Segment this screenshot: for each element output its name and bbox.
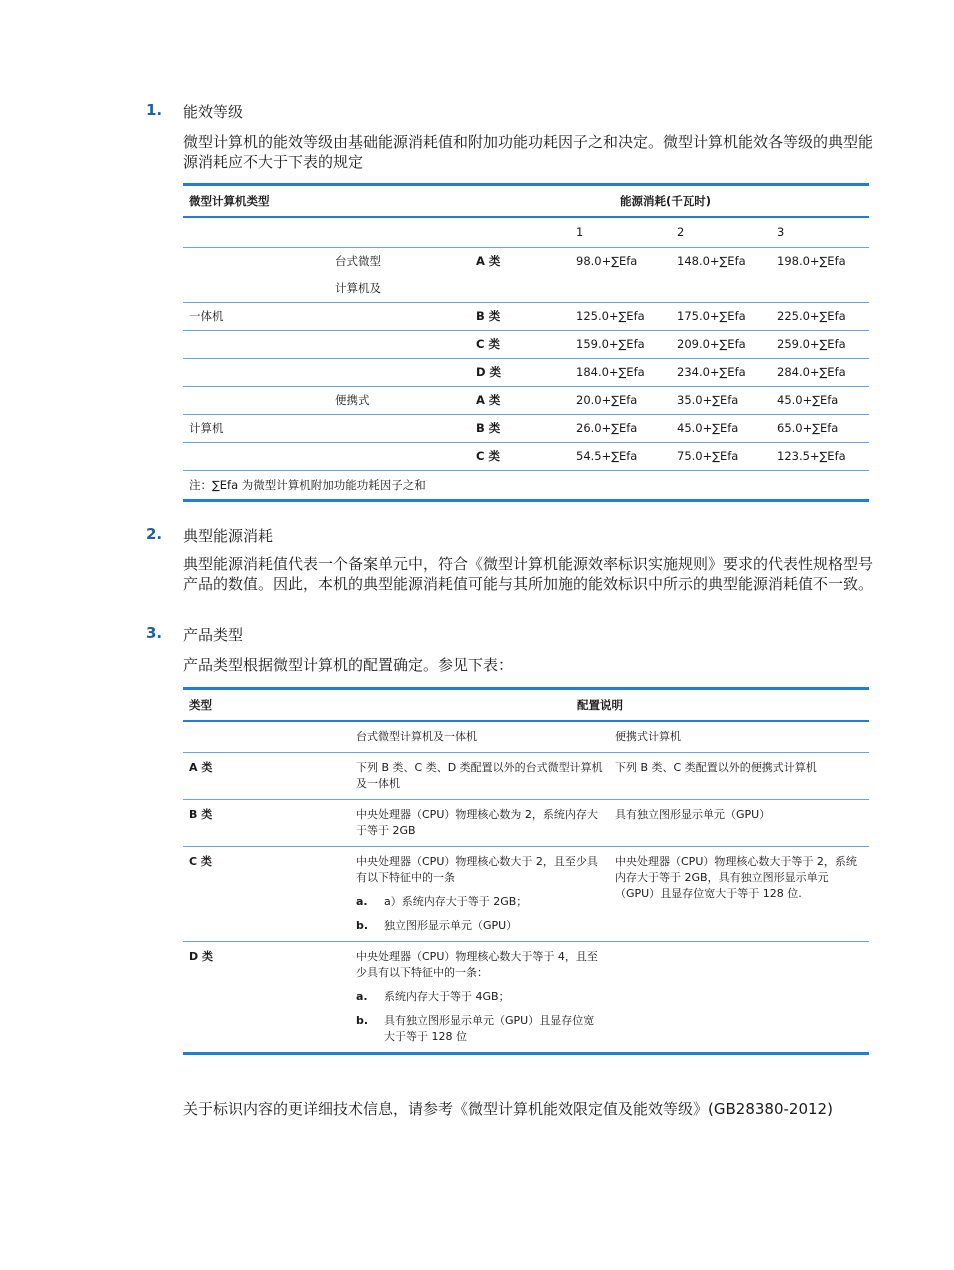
- class-cell: A 类: [183, 753, 350, 800]
- table-row: [183, 942, 869, 1054]
- header-energy: 能源消耗(千瓦时): [570, 185, 869, 218]
- value-cell: 65.0+∑Efa: [771, 415, 869, 443]
- value-cell: 234.0+∑Efa: [671, 359, 771, 387]
- class-cell: B 类: [183, 800, 350, 847]
- value-cell: 159.0+∑Efa: [570, 331, 671, 359]
- group-desktop-line1: 台式微型: [335, 254, 381, 268]
- header-computer-type: 微型计算机类型: [183, 185, 570, 218]
- config-portable: 具有独立图形显示单元（GPU）: [609, 800, 869, 847]
- table-note: 注：∑Efa 为微型计算机附加功能功耗因子之和: [183, 471, 869, 501]
- value-cell: 125.0+∑Efa: [570, 303, 671, 331]
- class-cell: C 类: [470, 443, 570, 471]
- table-row: [183, 359, 869, 387]
- section-number: 1.: [146, 101, 163, 119]
- value-cell: 284.0+∑Efa: [771, 359, 869, 387]
- config-desktop: 下列 B 类、C 类、D 类配置以外的台式微型计算机及一体机: [350, 753, 609, 800]
- table-row: [183, 248, 869, 303]
- value-cell: 98.0+∑Efa: [570, 248, 671, 303]
- table-row: [183, 387, 869, 415]
- group-portable-line1: 便携式: [327, 387, 470, 415]
- list-label: a.: [356, 895, 368, 908]
- group-desktop-line3: 一体机: [183, 303, 327, 331]
- list-label: b.: [356, 1014, 369, 1027]
- table-row: [183, 753, 869, 800]
- section-number: 3.: [146, 624, 163, 642]
- class-cell: B 类: [470, 303, 570, 331]
- table-row: [183, 800, 869, 847]
- list-label: b.: [356, 919, 369, 932]
- value-cell: 209.0+∑Efa: [671, 331, 771, 359]
- list-label: a.: [356, 990, 368, 1003]
- table-row: [183, 331, 869, 359]
- config-desktop: 中央处理器（CPU）物理核心数为 2，系统内存大于等于 2GB: [350, 800, 609, 847]
- config-portable: 下列 B 类、C 类配置以外的便携式计算机: [609, 753, 869, 800]
- list-text: a）系统内存大于等于 2GB；: [384, 895, 528, 908]
- value-cell: 175.0+∑Efa: [671, 303, 771, 331]
- class-cell: C 类: [470, 331, 570, 359]
- class-cell: A 类: [470, 387, 570, 415]
- subheader-desktop: 台式微型计算机及一体机: [356, 730, 477, 743]
- table-row: [183, 443, 869, 471]
- value-cell: 225.0+∑Efa: [771, 303, 869, 331]
- subheader-portable: 便携式计算机: [615, 730, 681, 743]
- list-item: [356, 918, 603, 934]
- group-portable-line2: 计算机: [183, 415, 327, 443]
- grade-3: 3: [777, 225, 785, 239]
- value-cell: 35.0+∑Efa: [671, 387, 771, 415]
- value-cell: 184.0+∑Efa: [570, 359, 671, 387]
- paragraph-energy-grade: 微型计算机的能效等级由基础能源消耗值和附加功能功耗因子之和决定。微型计算机能效各等级的典型能源消耗应不大于下表的规定: [183, 133, 874, 171]
- grade-1: 1: [576, 225, 584, 239]
- class-cell: D 类: [470, 359, 570, 387]
- class-cell: D 类: [183, 942, 350, 1054]
- list-text: 系统内存大于等于 4GB；: [384, 990, 510, 1003]
- value-cell: 45.0+∑Efa: [671, 415, 771, 443]
- group-desktop-line2: 计算机及: [335, 281, 381, 295]
- config-desktop: 中央处理器（CPU）物理核心数大于 2，且至少具有以下特征中的一条: [356, 855, 598, 884]
- section-title: 产品类型: [183, 626, 244, 644]
- section-title: 典型能源消耗: [183, 527, 274, 545]
- value-cell: 75.0+∑Efa: [671, 443, 771, 471]
- value-cell: 198.0+∑Efa: [771, 248, 869, 303]
- config-portable: 中央处理器（CPU）物理核心数大于等于 2，系统内存大于等于 2GB，具有独立图形显示单元（GPU）且显存位宽大于等于 128 位.: [609, 847, 869, 942]
- config-desktop: 中央处理器（CPU）物理核心数大于等于 4，且至少具有以下特征中的一条：: [356, 950, 598, 979]
- header-config: 配置说明: [350, 689, 869, 722]
- value-cell: 20.0+∑Efa: [570, 387, 671, 415]
- product-type-table: [183, 687, 869, 1055]
- value-cell: 259.0+∑Efa: [771, 331, 869, 359]
- footer-reference: 关于标识内容的更详细技术信息，请参考《微型计算机能效限定值及能效等级》(GB28380-2012): [183, 1100, 833, 1118]
- value-cell: 45.0+∑Efa: [771, 387, 869, 415]
- value-cell: 26.0+∑Efa: [570, 415, 671, 443]
- value-cell: 54.5+∑Efa: [570, 443, 671, 471]
- grade-2: 2: [677, 225, 685, 239]
- table-row: [183, 847, 869, 942]
- paragraph-typical-energy: 典型能源消耗值代表一个备案单元中，符合《微型计算机能源效率标识实施规则》要求的代表性规格型号产品的数值。因此，本机的典型能源消耗值可能与其所加施的能效标识中所示的典型能源消耗值不一致。: [183, 555, 874, 593]
- energy-consumption-table: [183, 183, 869, 502]
- class-cell: B 类: [470, 415, 570, 443]
- value-cell: 123.5+∑Efa: [771, 443, 869, 471]
- table-row: [183, 303, 869, 331]
- section-title: 能效等级: [183, 103, 244, 121]
- class-cell: A 类: [470, 248, 570, 303]
- section-number: 2.: [146, 525, 163, 543]
- list-item: [356, 989, 603, 1005]
- table-row: [183, 415, 869, 443]
- class-cell: C 类: [183, 847, 350, 942]
- list-item: [356, 1013, 603, 1045]
- list-text: 具有独立图形显示单元（GPU）且显存位宽大于等于 128 位: [384, 1014, 595, 1043]
- list-text: 独立图形显示单元（GPU）: [384, 919, 518, 932]
- header-type: 类型: [183, 689, 350, 722]
- list-item: [356, 894, 603, 910]
- paragraph-product-type: 产品类型根据微型计算机的配置确定。参见下表：: [183, 656, 514, 674]
- value-cell: 148.0+∑Efa: [671, 248, 771, 303]
